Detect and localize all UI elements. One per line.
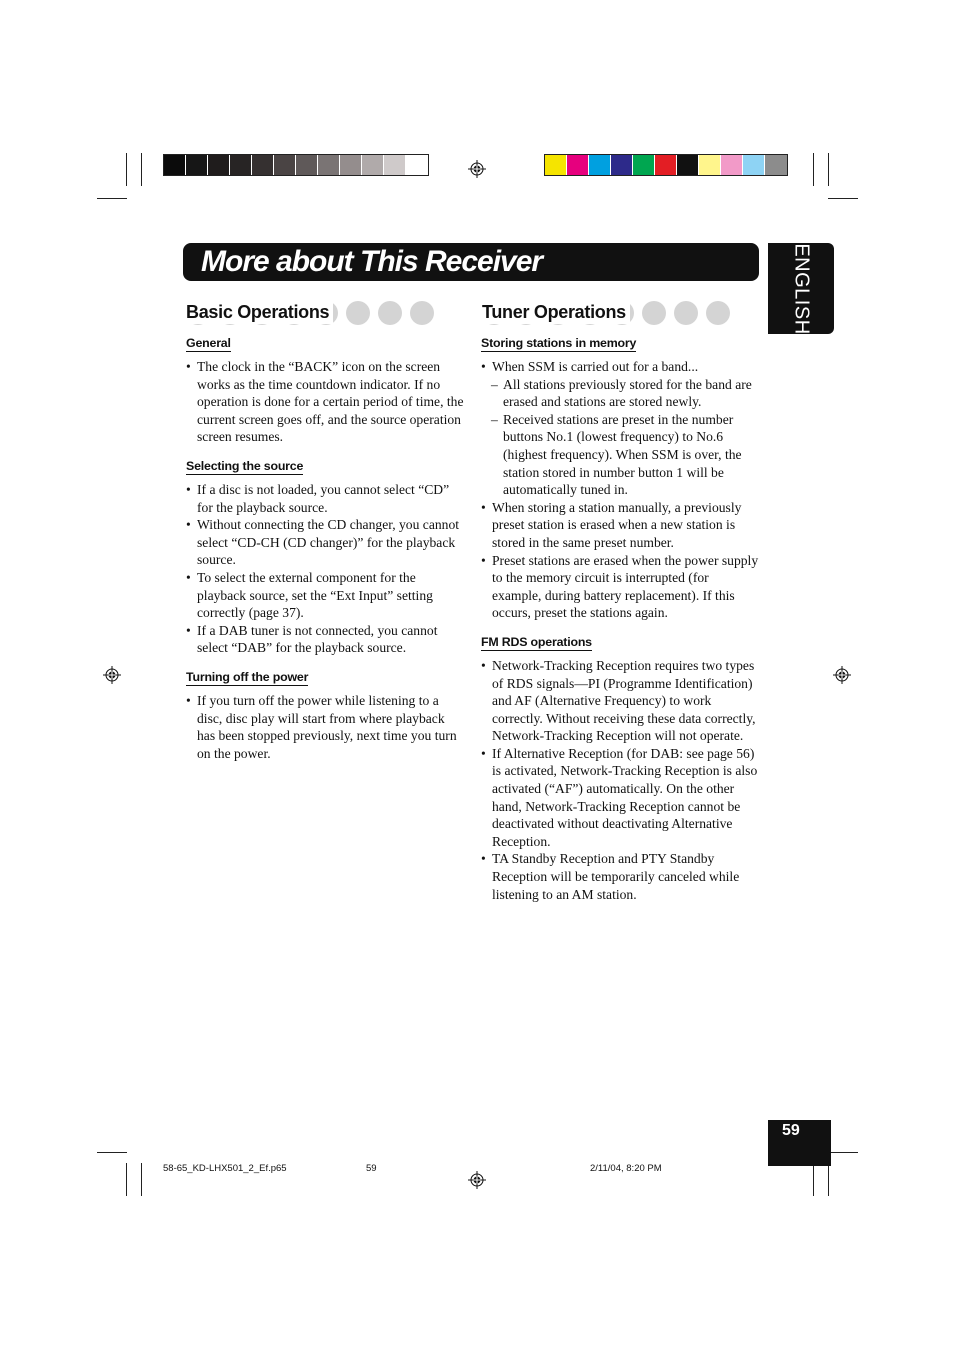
crop-mark [828, 1152, 858, 1153]
subheading-storing-stations: Storing stations in memory [481, 336, 637, 350]
color-swatch [406, 155, 428, 175]
crop-mark [126, 153, 127, 186]
section-dot [378, 301, 402, 325]
registration-mark-icon [103, 666, 121, 684]
page-number-tab [768, 1120, 831, 1166]
language-tab [768, 243, 834, 334]
crop-mark [97, 198, 127, 199]
color-swatch [318, 155, 340, 175]
list-item-text: When SSM is carried out for a band... [492, 359, 699, 374]
registration-mark-icon [468, 1171, 486, 1189]
color-bar [544, 154, 788, 176]
color-swatch [164, 155, 186, 175]
registration-mark-icon [833, 666, 851, 684]
list-item: • If a disc is not loaded, you cannot select “CD” for the playback source. [186, 481, 464, 516]
crop-mark [828, 153, 829, 186]
color-swatch [362, 155, 384, 175]
color-swatch [340, 155, 362, 175]
color-swatch [589, 155, 611, 175]
color-swatch [567, 155, 589, 175]
color-swatch [765, 155, 787, 175]
basic-operations-column [186, 334, 464, 762]
crop-mark [813, 1163, 814, 1196]
crop-mark [141, 1163, 142, 1196]
language-tab-label: ENGLISH [790, 242, 813, 335]
page-title: More about This Receiver [201, 245, 543, 278]
list-item: • Network-Tracking Reception requires two types of RDS signals—PI (Programme Identification) and AF (Alternative Frequency) to work correctly. Without receiving these data correctly, Network-Tracking Reception will not operate. [481, 657, 759, 745]
color-swatch [545, 155, 567, 175]
color-swatch [296, 155, 318, 175]
color-swatch [230, 155, 252, 175]
list-item: • Without connecting the CD changer, you cannot select “CD-CH (CD changer)” for the playback source. [186, 516, 464, 569]
subheading-selecting-source: Selecting the source [186, 458, 304, 473]
footer-filename: 58-65_KD-LHX501_2_Ef.p65 [163, 1163, 287, 1174]
subheading-turning-off-power: Turning off the power [186, 669, 309, 684]
footer-date: 2/11/04, 8:20 PM [590, 1163, 662, 1174]
color-swatch [611, 155, 633, 175]
color-swatch [633, 155, 655, 175]
source-list [186, 481, 464, 657]
crop-mark [813, 153, 814, 186]
dash-list [481, 376, 759, 499]
list-item: • To select the external component for the playback source, set the “Ext Input” setting correctly (page 37). [186, 569, 464, 622]
list-item: • If a DAB tuner is not connected, you cannot select “DAB” for the playback source. [186, 622, 464, 657]
list-item: • If you turn off the power while listening to a disc, disc play will start from where playback has been stopped previously, next time you turn on the power. [186, 692, 464, 762]
page-title-bar [183, 243, 759, 281]
section-title: Basic Operations [186, 300, 333, 324]
grayscale-color-bar [163, 154, 429, 176]
crop-mark [141, 153, 142, 186]
color-swatch [655, 155, 677, 175]
dash-item: – All stations previously stored for the band are erased and stations are stored newly. [481, 376, 759, 411]
subheading-general: General [186, 336, 231, 350]
color-swatch [699, 155, 721, 175]
section-dot [706, 301, 730, 325]
section-dot [642, 301, 666, 325]
section-title: Tuner Operations [482, 300, 630, 324]
rds-list [481, 657, 759, 903]
color-swatch [743, 155, 765, 175]
color-swatch [274, 155, 296, 175]
crop-mark [126, 1163, 127, 1196]
color-swatch [252, 155, 274, 175]
section-dot [346, 301, 370, 325]
list-item: • The clock in the “BACK” icon on the screen works as the time countdown indicator. If no operation is done for a certain period of time, the current screen goes off, and the source operation screen resumes. [186, 358, 464, 446]
list-item: • If Alternative Reception (for DAB: see page 56) is activated, Network-Tracking Reception is also activated (“AF”) automatically. On the other hand, Network-Tracking Reception cannot be deactivated without deactivating Alternative Reception. [481, 745, 759, 851]
footer-page: 59 [366, 1163, 377, 1174]
general-list [186, 358, 464, 446]
power-list [186, 692, 464, 762]
color-swatch [186, 155, 208, 175]
page-number: 59 [782, 1122, 800, 1139]
list-item [481, 358, 759, 499]
registration-mark-icon [468, 160, 486, 178]
list-item: • Preset stations are erased when the power supply to the memory circuit is interrupted (for example, during battery replacement). If this occurs, preset the stations again. [481, 552, 759, 622]
tuner-operations-column [481, 334, 759, 903]
list-item: • When storing a station manually, a previously preset station is erased when a new station is stored in the same preset number. [481, 499, 759, 552]
section-dot [410, 301, 434, 325]
crop-mark [828, 1163, 829, 1196]
color-swatch [384, 155, 406, 175]
dash-item: – Received stations are preset in the number buttons No.1 (lowest frequency) to No.6 (highest frequency). When SSM is over, the station stored in number button 1 will be automatically tuned in. [481, 411, 759, 499]
crop-mark [828, 198, 858, 199]
storing-list [481, 358, 759, 622]
list-item: • TA Standby Reception and PTY Standby Reception will be temporarily canceled while listening to an AM station. [481, 850, 759, 903]
section-heading-tuner [482, 300, 760, 326]
subheading-fm-rds: FM RDS operations [481, 634, 592, 649]
color-swatch [721, 155, 743, 175]
section-dot [674, 301, 698, 325]
crop-mark [97, 1152, 127, 1153]
section-heading-basic [186, 300, 464, 326]
color-swatch [677, 155, 699, 175]
color-swatch [208, 155, 230, 175]
